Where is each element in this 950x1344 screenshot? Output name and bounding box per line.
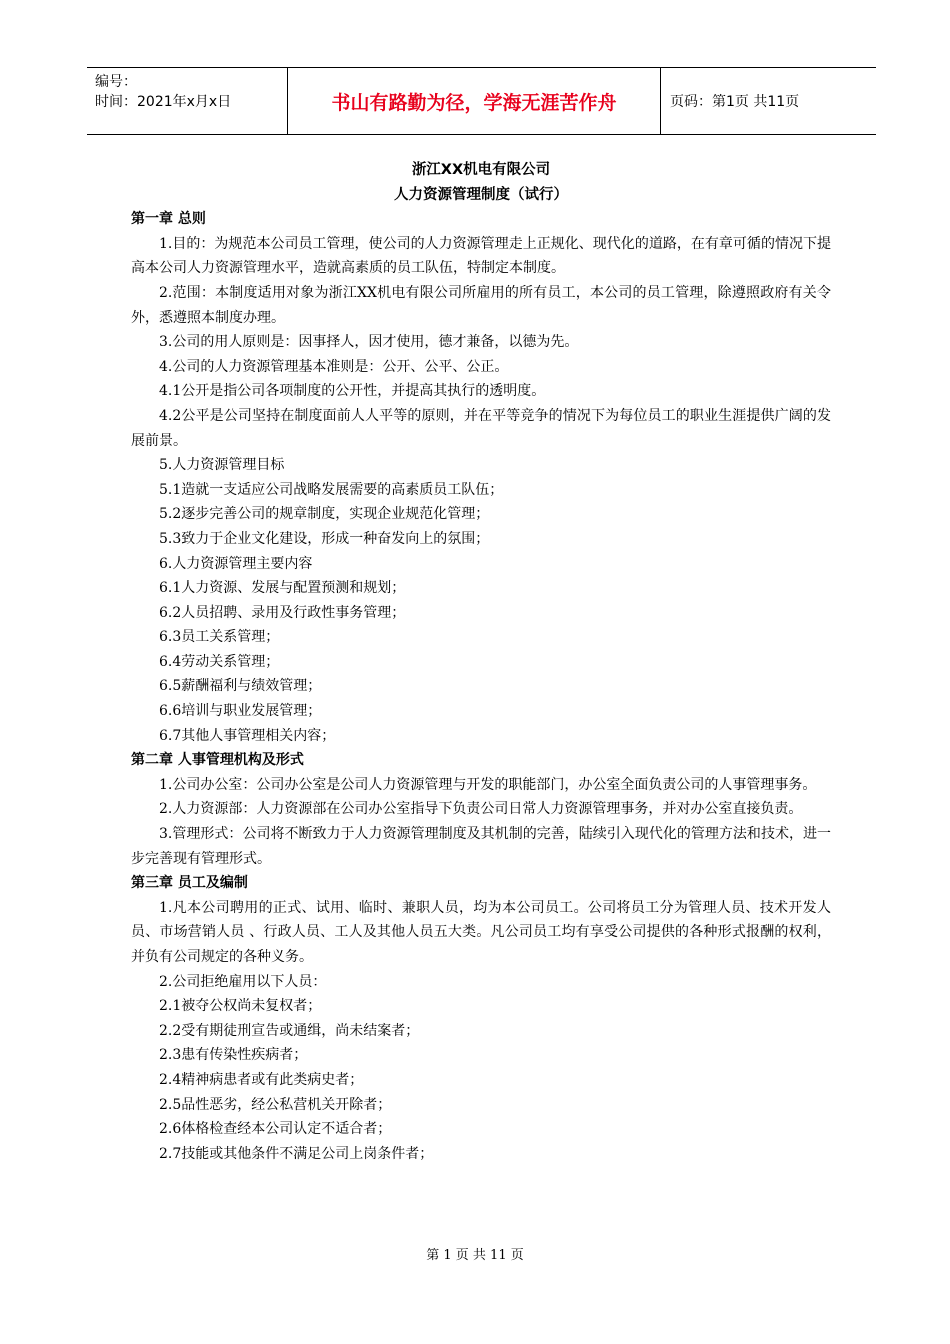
- paragraph: 6.人力资源管理主要内容: [159, 555, 313, 572]
- document-sections: [131, 207, 831, 1166]
- paragraph: 3.公司的用人原则是：因事择人，因才使用，德才兼备，以德为先。: [159, 334, 579, 351]
- paragraph: 4.1公开是指公司各项制度的公开性，并提高其执行的透明度。: [159, 383, 546, 400]
- paragraph: 3.管理形式：公司将不断致力于人力资源管理制度及其机制的完善，陆续引入现代化的管理方法和技术，进一步完善现有管理形式。: [131, 826, 831, 867]
- header-page-label: 页码：第1页 共11页: [670, 94, 800, 110]
- paragraph: 2.7技能或其他条件不满足公司上岗条件者；: [159, 1145, 434, 1162]
- paragraph: 2.公司拒绝雇用以下人员：: [159, 973, 327, 990]
- paragraph: 6.1人力资源、发展与配置预测和规划；: [159, 580, 406, 597]
- paragraph: 6.6培训与职业发展管理；: [159, 703, 322, 720]
- paragraph: 5.1造就一支适应公司战略发展需要的高素质员工队伍；: [159, 481, 504, 498]
- paragraph: 2.范围：本制度适用对象为浙江XX机电有限公司所雇用的所有员工，本公司的员工管理，除遵照政府有关令外，悉遵照本制度办理。: [131, 284, 831, 326]
- document-number-label: 编号：: [95, 74, 137, 90]
- paragraph: 1.公司办公室：公司办公室是公司人力资源管理与开发的职能部门，办公室全面负责公司的人事管理事务。: [159, 776, 817, 793]
- paragraph: 1.凡本公司聘用的正式、试用、临时、兼职人员，均为本公司员工。公司将员工分为管理人员、技术开发人员、市场营销人员 、行政人员、工人及其他人员五大类。凡公司员工均有享受公司提供的各种形式报酬的权利，并负有公司规定的各种义务。: [131, 899, 831, 965]
- paragraph: 5.3致力于企业文化建设，形成一种奋发向上的氛围；: [159, 530, 490, 547]
- chapter-heading: 第二章 人事管理机构及形式: [131, 752, 304, 769]
- paragraph: 4.公司的人力资源管理基本准则是：公开、公平、公正。: [159, 358, 509, 375]
- page-footer: 第 1 页 共 11 页: [426, 1248, 524, 1263]
- chapter-heading: 第一章 总则: [131, 211, 206, 228]
- paragraph: 2.4精神病患者或有此类病史者；: [159, 1071, 364, 1088]
- paragraph: 6.7其他人事管理相关内容；: [159, 727, 336, 744]
- paragraph: 2.5品性恶劣，经公私营机关开除者；: [159, 1096, 392, 1113]
- paragraph: 2.1被夺公权尚未复权者；: [159, 998, 322, 1015]
- paragraph: 6.4劳动关系管理；: [159, 653, 280, 670]
- paragraph: 5.2逐步完善公司的规章制度，实现企业规范化管理；: [159, 506, 490, 523]
- chapter-heading: 第三章 员工及编制: [131, 875, 248, 892]
- company-title: 浙江XX机电有限公司: [411, 162, 551, 178]
- document-time-label: 时间：2021年x月x日: [95, 94, 232, 110]
- document-title: 人力资源管理制度（试行）: [394, 186, 568, 203]
- header-motto: 书山有路勤为径，学海无涯苦作舟: [287, 68, 661, 134]
- header-meta: [87, 68, 287, 134]
- paragraph: 6.3员工关系管理；: [159, 629, 280, 646]
- paragraph: 2.人力资源部：人力资源部在公司办公室指导下负责公司日常人力资源管理事务，并对办公室直接负责。: [159, 801, 803, 818]
- page-header: [87, 67, 876, 135]
- paragraph: 2.2受有期徒刑宣告或通缉，尚未结案者；: [159, 1022, 420, 1039]
- document-body: [131, 158, 831, 1166]
- paragraph: 2.6体格检查经本公司认定不适合者；: [159, 1121, 392, 1138]
- paragraph: 2.3患有传染性疾病者；: [159, 1047, 308, 1064]
- paragraph: 5.人力资源管理目标: [159, 457, 285, 474]
- paragraph: 6.5薪酬福利与绩效管理；: [159, 678, 322, 695]
- paragraph: 1.目的：为规范本公司员工管理，使公司的人力资源管理走上正规化、现代化的道路，在有章可循的情况下提高本公司人力资源管理水平，造就高素质的员工队伍，特制定本制度。: [131, 235, 831, 277]
- paragraph: 6.2人员招聘、录用及行政性事务管理；: [159, 604, 406, 621]
- paragraph: 4.2公平是公司坚持在制度面前人人平等的原则，并在平等竞争的情况下为每位员工的职业生涯提供广阔的发展前景。: [131, 407, 831, 449]
